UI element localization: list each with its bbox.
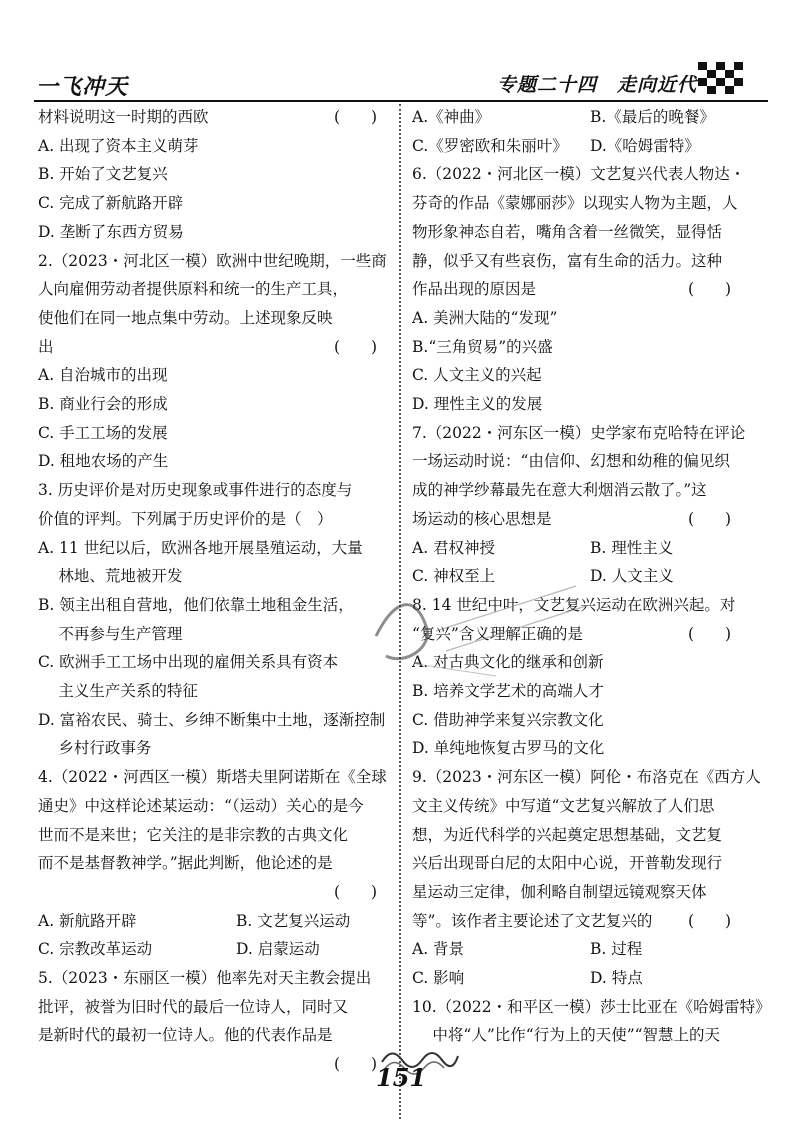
text-line: 芬奇的作品《蒙娜丽莎》以现实人物为主题，人 bbox=[412, 194, 738, 213]
text-line: 乡村行政事务 bbox=[38, 739, 152, 758]
text-line: 兴后出现哥白尼的太阳中心说，开普勒发现行 bbox=[412, 854, 723, 873]
text-line: 价值的评判。下列属于历史评价的是（ ） bbox=[38, 509, 333, 528]
text-line: A. 11 世纪以后，欧洲各地开展垦殖运动，大量 bbox=[38, 538, 363, 557]
text-line: 3. 历史评价是对历史现象或事件进行的态度与 bbox=[38, 481, 353, 500]
text-line: 是新时代的最初一位诗人。他的代表作品是 bbox=[38, 1026, 333, 1045]
text-line: C. 神权至上 bbox=[412, 567, 496, 586]
text-line: D. 垄断了东西方贸易 bbox=[38, 222, 184, 241]
text-line: D. 单纯地恢复古罗马的文化 bbox=[412, 739, 605, 758]
text-line: A. 新航路开辟 bbox=[38, 911, 137, 930]
chapter-title: 专题二十四 走向近代 bbox=[497, 74, 698, 96]
text-line: 物形象神态自若，嘴角含着一丝微笑，显得恬 bbox=[412, 222, 723, 241]
text-line: 林地、荒地被开发 bbox=[38, 567, 183, 586]
text-line: 4.（2022・河西区一模）斯塔夫里阿诺斯在《全球 bbox=[38, 768, 387, 787]
text-line: 世而不是来世；它关注的是非宗教的古典文化 bbox=[38, 825, 349, 844]
handwritten-watermark-icon bbox=[356, 576, 596, 686]
text-line: 7.（2022・河东区一模）史学家布克哈特在评论 bbox=[412, 423, 746, 442]
page-number: 151 bbox=[376, 1063, 427, 1092]
text-line: 成的神学纱幕最先在意大利烟消云散了。”这 bbox=[412, 481, 707, 500]
text-line: B. 商业行会的形成 bbox=[38, 395, 168, 413]
text-line: 星运动三定律，伽利略自制望远镜观察天体 bbox=[412, 882, 707, 901]
text-line: 中将“人”比作“行为上的天使”“智慧上的天 bbox=[412, 1026, 721, 1045]
checker-decoration-icon bbox=[698, 62, 746, 98]
header-rule bbox=[34, 100, 768, 102]
text-line: B.“三角贸易”的兴盛 bbox=[412, 337, 553, 356]
text-line: 等”。该作者主要论述了文艺复兴的 bbox=[412, 911, 653, 930]
text-line: 9.（2023・河东区一模）阿伦・布洛克在《西方人 bbox=[412, 768, 761, 787]
text-line: 通史》中这样论述某运动：“（运动）关心的是今 bbox=[38, 796, 364, 815]
option-text: D. 启蒙运动 bbox=[236, 940, 320, 959]
text-line: C.《罗密欧和朱丽叶》 bbox=[412, 136, 568, 155]
text-line: 10.（2022・和平区一模）莎士比亚在《哈姆雷特》 bbox=[412, 997, 771, 1016]
text-line: 2.（2023・河北区一模）欧洲中世纪晚期，一些商 bbox=[38, 251, 387, 270]
page-header bbox=[0, 0, 800, 100]
text-line: C. 人文主义的兴起 bbox=[412, 366, 542, 385]
text-line: 不再参与生产管理 bbox=[38, 624, 183, 643]
brand-logo-text: 一飞冲天 bbox=[36, 74, 129, 100]
text-line: C. 影响 bbox=[412, 969, 465, 987]
option-text: D. 人文主义 bbox=[590, 567, 674, 586]
text-line: 出 bbox=[38, 337, 54, 356]
text-line: A. 美洲大陆的“发现” bbox=[412, 308, 558, 327]
text-line: A. 君权神授 bbox=[412, 538, 496, 557]
answer-blank: ( ) bbox=[334, 882, 378, 901]
text-line: A.《神曲》 bbox=[412, 108, 491, 126]
text-line: 静，似乎又有些哀伤，富有生命的活力。这种 bbox=[412, 251, 723, 270]
answer-blank: ( ) bbox=[334, 337, 378, 356]
text-line: 场运动的核心思想是 bbox=[412, 509, 552, 528]
text-line: C. 宗教改革运动 bbox=[38, 940, 153, 959]
text-line: B. 开始了文艺复兴 bbox=[38, 165, 168, 184]
text-line: 8. 14 世纪中叶，文艺复兴运动在欧洲兴起。对 bbox=[412, 595, 736, 614]
text-line: 一场运动时说：“由信仰、幻想和幼稚的偏见织 bbox=[412, 452, 730, 471]
option-text: D. 特点 bbox=[590, 969, 643, 987]
answer-blank: ( ) bbox=[688, 624, 732, 643]
text-line: 文主义传统》中写道“文艺复兴解放了人们思 bbox=[412, 796, 715, 815]
text-line: 人向雇佣劳动者提供原料和统一的生产工具， bbox=[38, 280, 349, 299]
text-line: 批评，被誉为旧时代的最后一位诗人，同时又 bbox=[38, 997, 349, 1016]
text-line: 使他们在同一地点集中劳动。上述现象反映 bbox=[38, 308, 333, 327]
text-line: “复兴”含义理解正确的是 bbox=[412, 624, 583, 643]
text-line: 作品出现的原因是 bbox=[412, 280, 537, 299]
text-line: D. 富裕农民、骑士、乡绅不断集中土地，逐渐控制 bbox=[38, 710, 386, 729]
text-line: B. 领主出租自营地，他们依靠土地租金生活， bbox=[38, 595, 354, 614]
text-line: 而不是基督教神学。”据此判断，他论述的是 bbox=[38, 854, 333, 873]
answer-blank: ( ) bbox=[334, 108, 378, 126]
text-line: B. 培养文学艺术的高端人才 bbox=[412, 682, 604, 700]
text-line: 6.（2022・河北区一模）文艺复兴代表人物达・ bbox=[412, 165, 746, 184]
text-line: C. 欧洲手工工场中出现的雇佣关系具有资本 bbox=[38, 653, 339, 672]
text-line: C. 手工工场的发展 bbox=[38, 423, 168, 442]
text-line: A. 出现了资本主义萌芽 bbox=[38, 136, 199, 155]
answer-blank: ( ) bbox=[688, 509, 732, 528]
text-line: A. 自治城市的出现 bbox=[38, 366, 168, 385]
text-line: 想，为近代科学的兴起奠定思想基础，文艺复 bbox=[412, 825, 723, 844]
option-text: B.《最后的晚餐》 bbox=[590, 108, 715, 126]
option-text: D.《哈姆雷特》 bbox=[590, 136, 700, 155]
option-text: B. 文艺复兴运动 bbox=[236, 911, 351, 930]
answer-blank: ( ) bbox=[334, 1055, 378, 1074]
text-line: A. 背景 bbox=[412, 940, 465, 959]
text-line: D. 理性主义的发展 bbox=[412, 395, 543, 413]
answer-blank: ( ) bbox=[688, 280, 732, 299]
text-line: 材料说明这一时期的西欧 bbox=[38, 108, 209, 126]
text-line: D. 租地农场的产生 bbox=[38, 452, 169, 471]
text-line: C. 完成了新航路开辟 bbox=[38, 194, 184, 213]
text-line: C. 借助神学来复兴宗教文化 bbox=[412, 710, 604, 729]
text-line: 5.（2023・东丽区一模）他率先对天主教会提出 bbox=[38, 969, 372, 987]
text-line: A. 对古典文化的继承和创新 bbox=[412, 653, 604, 672]
text-line: 主义生产关系的特征 bbox=[38, 682, 198, 700]
option-text: B. 过程 bbox=[590, 940, 643, 959]
option-text: B. 理性主义 bbox=[590, 538, 674, 557]
answer-blank: ( ) bbox=[688, 911, 732, 930]
